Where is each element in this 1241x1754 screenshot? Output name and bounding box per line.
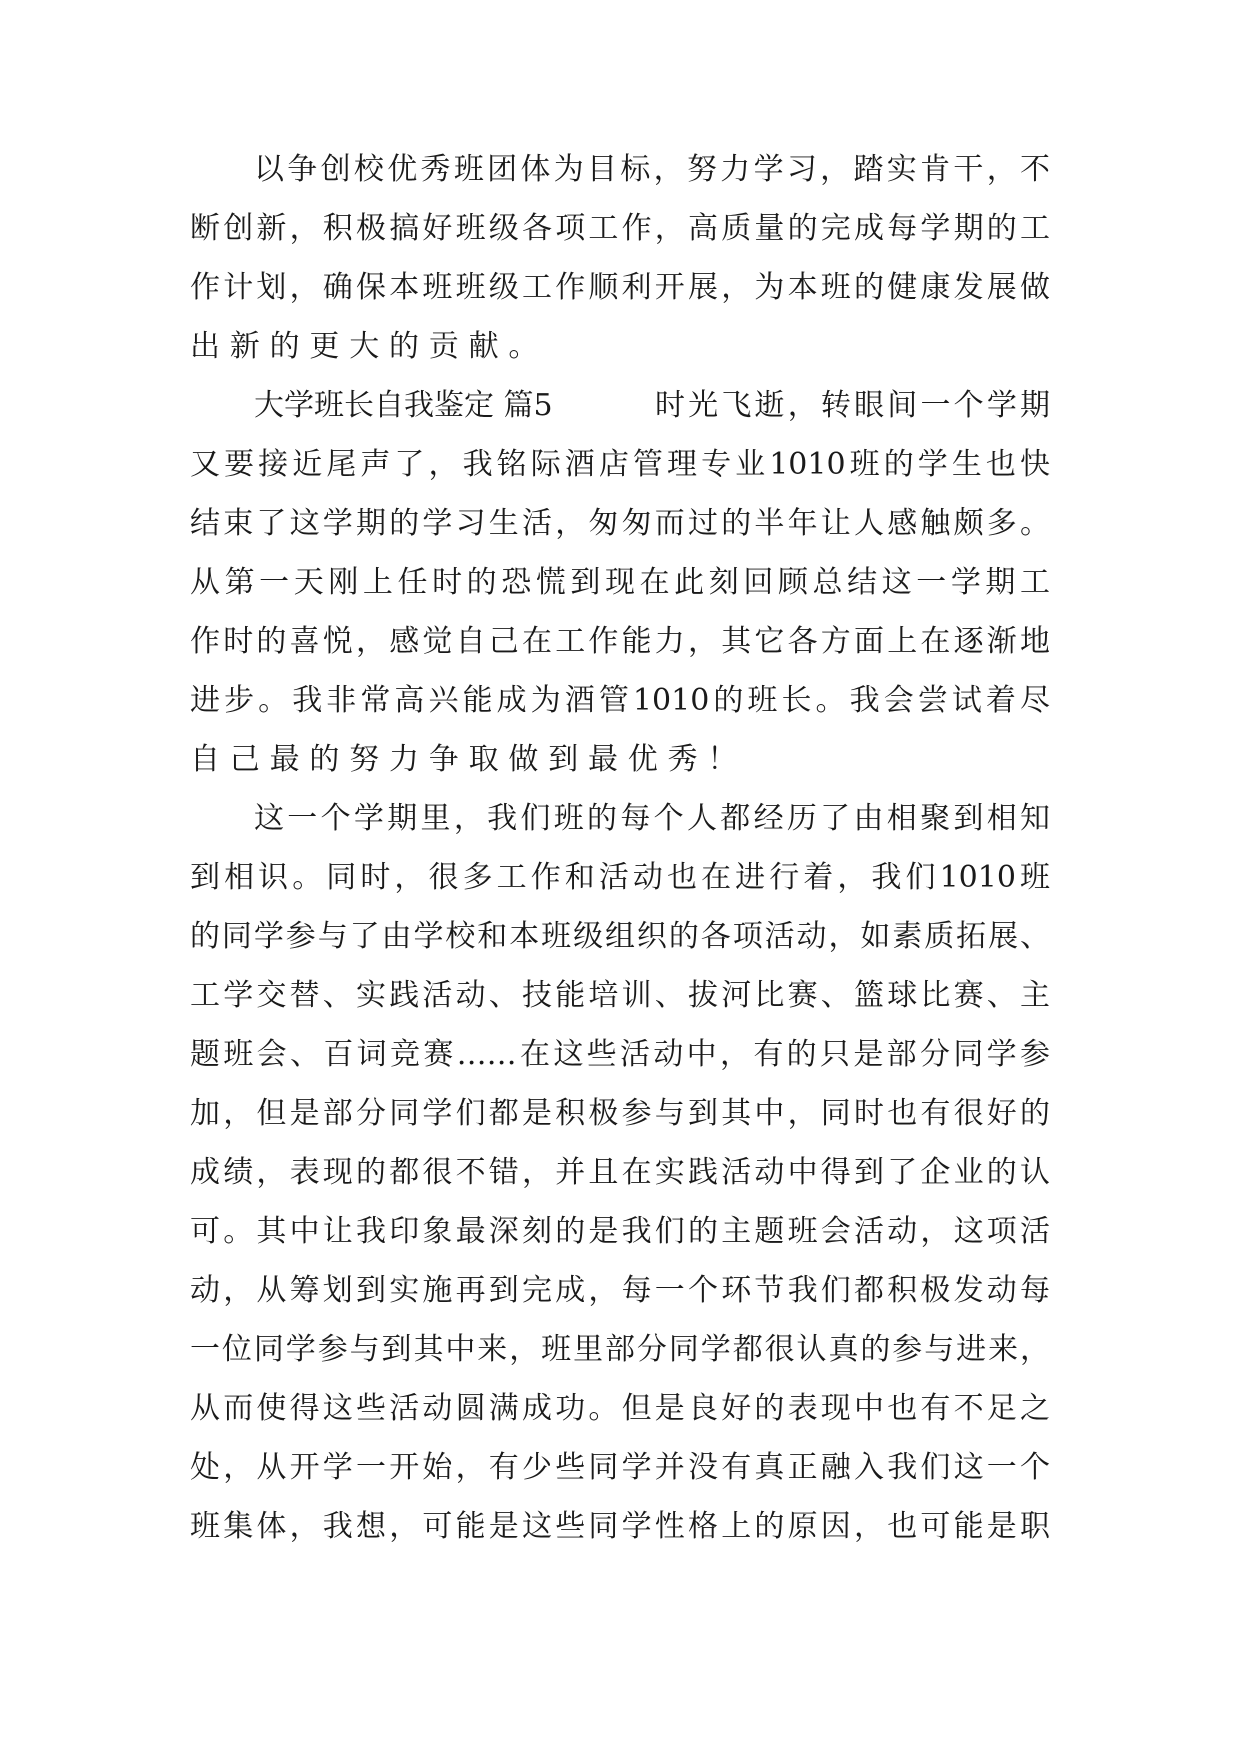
paragraph-3-line-9: 动，从筹划到实施再到完成，每一个环节我们都积极发动每 (190, 1273, 1050, 1308)
paragraph-3-line-6: 加，但是部分同学们都是积极参与到其中，同时也有很好的 (190, 1096, 1050, 1131)
paragraph-2-line-3: 从第一天刚上任时的恐慌到现在此刻回顾总结这一学期工 (190, 565, 1050, 600)
paragraph-3-line-12: 处，从开学一开始，有少些同学并没有真正融入我们这一个 (190, 1450, 1050, 1485)
paragraph-1-line-2: 断创新，积极搞好班级各项工作，高质量的完成每学期的工 (190, 211, 1050, 246)
paragraph-2-line-6: 自己最的努力争取做到最优秀！ (190, 742, 748, 777)
paragraph-2-line-2: 结束了这学期的学习生活，匆匆而过的半年让人感触颇多。 (190, 506, 1050, 541)
paragraph-3-line-3: 的同学参与了由学校和本班级组织的各项活动，如素质拓展、 (190, 919, 1050, 954)
paragraph-2-line-5: 进步。我非常高兴能成为酒管1010的班长。我会尝试着尽 (190, 683, 1050, 718)
section-heading-tail: 时光飞逝，转眼间一个学期 (655, 388, 1050, 423)
paragraph-1-line-1: 以争创校优秀班团体为目标，努力学习，踏实肯干，不 (254, 152, 1050, 187)
paragraph-3-line-4: 工学交替、实践活动、技能培训、拔河比赛、篮球比赛、主 (190, 978, 1050, 1013)
paragraph-1-line-3: 作计划，确保本班班级工作顺利开展，为本班的健康发展做 (190, 270, 1050, 305)
paragraph-3-line-8: 可。其中让我印象最深刻的是我们的主题班会活动，这项活 (190, 1214, 1050, 1249)
paragraph-1-line-4: 出新的更大的贡献。 (190, 329, 549, 364)
section-heading: 大学班长自我鉴定 篇5 (254, 388, 553, 423)
paragraph-3-line-5: 题班会、百词竞赛……在这些活动中，有的只是部分同学参 (190, 1037, 1050, 1072)
paragraph-3-line-13: 班集体，我想，可能是这些同学性格上的原因，也可能是职 (190, 1509, 1050, 1544)
paragraph-3-line-11: 从而使得这些活动圆满成功。但是良好的表现中也有不足之 (190, 1391, 1050, 1426)
paragraph-2-line-1: 又要接近尾声了，我铭际酒店管理专业1010班的学生也快 (190, 447, 1050, 482)
paragraph-3-line-2: 到相识。同时，很多工作和活动也在进行着，我们1010班 (190, 860, 1050, 895)
paragraph-3-line-7: 成绩，表现的都很不错，并且在实践活动中得到了企业的认 (190, 1155, 1050, 1190)
paragraph-3-line-10: 一位同学参与到其中来，班里部分同学都很认真的参与进来， (190, 1332, 1050, 1367)
paragraph-2-line-4: 作时的喜悦，感觉自己在工作能力，其它各方面上在逐渐地 (190, 624, 1050, 659)
paragraph-3-line-1: 这一个学期里，我们班的每个人都经历了由相聚到相知 (254, 801, 1050, 836)
